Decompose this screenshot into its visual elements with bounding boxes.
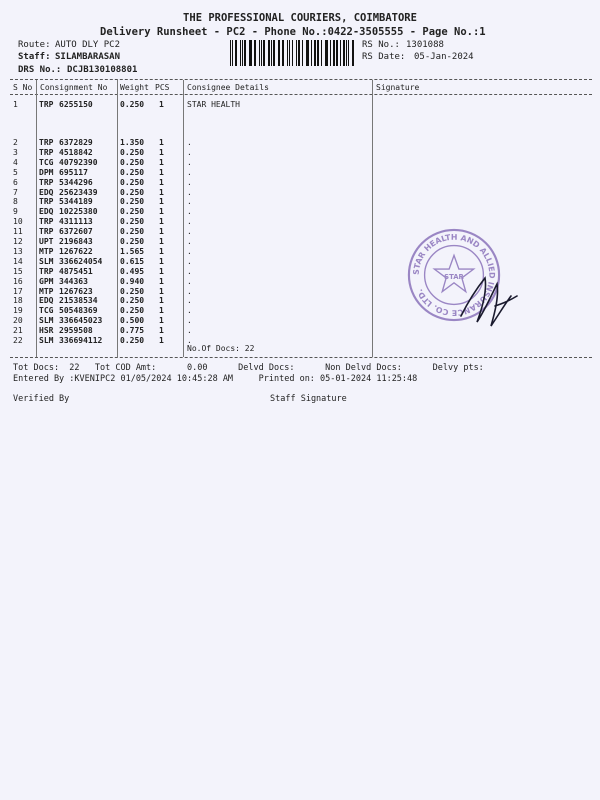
barcode-bar	[249, 40, 250, 66]
row-consignment-code: TRP	[39, 197, 54, 207]
row-pcs: 1	[159, 306, 164, 316]
row-sno: 11	[13, 227, 23, 237]
barcode-bar	[325, 40, 326, 66]
row-consignment-code: TRP	[39, 227, 54, 237]
row-sno: 5	[13, 167, 18, 177]
row-weight: 0.250	[120, 167, 145, 177]
row-sno: 19	[13, 306, 23, 316]
staff-value: SILAMBARASAN	[55, 52, 121, 62]
row-consignee: .	[187, 197, 192, 207]
row-sno: 10	[13, 217, 23, 227]
row-consignee: .	[187, 167, 192, 177]
route-label: Route:	[18, 40, 51, 50]
barcode-bar	[314, 40, 315, 66]
row-pcs: 1	[159, 227, 164, 237]
drs-label: DRS No.:	[18, 65, 62, 75]
table-row	[0, 197, 600, 207]
row-pcs: 1	[159, 157, 164, 167]
barcode-bar	[296, 40, 297, 66]
row-consignment-code: UPT	[39, 237, 54, 246]
row-consignment-number: 6372607	[59, 227, 93, 237]
row-consignment-number: 25623439	[59, 187, 98, 197]
barcode-bar	[348, 40, 349, 66]
route-value: AUTO DLY PC2	[55, 40, 121, 50]
row-weight: 0.250	[120, 100, 145, 109]
row-consignment-number: 6255150	[59, 100, 93, 109]
row-pcs: 1	[159, 100, 164, 109]
row-sno: 15	[13, 266, 23, 276]
row-pcs: 1	[159, 217, 164, 227]
row-consignee: .	[187, 276, 192, 286]
row-sno: 8	[13, 197, 18, 207]
staff-signature-label: Staff Signature	[270, 394, 347, 404]
barcode-bar	[259, 40, 260, 66]
table-top-rule	[10, 79, 592, 80]
row-consignment-number: 2196843	[59, 237, 93, 246]
row-consignment-number: 5344189	[59, 197, 93, 207]
row-weight: 0.250	[120, 197, 145, 207]
barcode-bar	[271, 40, 272, 66]
row-weight: 0.250	[120, 177, 145, 187]
row-consignment-number: 336624054	[59, 256, 103, 266]
table-bottom-rule	[10, 357, 592, 358]
row-weight: 0.250	[120, 187, 145, 197]
row-pcs: 1	[159, 177, 164, 187]
col-header-weight: Weight	[120, 83, 149, 92]
row-consignment-number: 336694112	[59, 336, 103, 345]
barcode-bar	[352, 40, 354, 66]
barcode-bar	[330, 40, 331, 66]
rs-no-label: RS No.:	[362, 40, 400, 50]
row-consignee: .	[187, 336, 192, 345]
row-consignment-code: GPM	[39, 276, 54, 286]
barcode-bar	[279, 40, 280, 66]
table-header-rule	[10, 94, 592, 95]
col-header-sno: S No	[13, 83, 33, 92]
row-consignment-code: TRP	[39, 138, 54, 147]
row-consignment-code: TCG	[39, 157, 54, 167]
row-consignment-number: 2959508	[59, 326, 93, 336]
row-consignment-number: 1267623	[59, 286, 93, 296]
row-weight: 0.495	[120, 266, 145, 276]
company-title: THE PROFESSIONAL COURIERS, COIMBATORE	[183, 12, 417, 24]
row-consignment-code: HSR	[39, 326, 54, 336]
row-consignment-code: DPM	[39, 167, 54, 177]
row-consignment-number: 1267622	[59, 246, 93, 256]
row-pcs: 1	[159, 197, 164, 207]
no-of-docs: No.Of Docs: 22	[187, 344, 255, 353]
barcode-bar	[254, 40, 255, 66]
staff-label: Staff:	[18, 52, 51, 62]
row-consignment-code: SLM	[39, 336, 54, 345]
row-consignee: .	[187, 286, 192, 296]
rs-date-label: RS Date:	[362, 52, 406, 62]
row-consignee: .	[187, 147, 192, 157]
row-sno: 4	[13, 157, 18, 167]
row-consignment-number: 4518842	[59, 147, 93, 157]
row-consignee: .	[187, 207, 192, 217]
row-sno: 7	[13, 187, 18, 197]
row-sno: 3	[13, 147, 18, 157]
row-consignee: .	[187, 138, 192, 147]
table-row	[0, 247, 600, 257]
barcode-bar	[317, 40, 319, 66]
barcode-bar	[263, 40, 264, 66]
row-consignment-code: TRP	[39, 177, 54, 187]
row-consignee: .	[187, 227, 192, 237]
barcode-bar	[311, 40, 312, 66]
row-weight: 0.500	[120, 316, 145, 326]
row-consignment-number: 4875451	[59, 266, 93, 276]
table-row	[0, 168, 600, 178]
row-pcs: 1	[159, 167, 164, 177]
row-sno: 13	[13, 246, 23, 256]
row-consignment-number: 695117	[59, 167, 88, 177]
row-weight: 0.250	[120, 336, 145, 345]
barcode-bar	[261, 40, 262, 66]
row-weight: 0.250	[120, 306, 145, 316]
row-consignment-code: TRP	[39, 266, 54, 276]
barcode-bar	[321, 40, 322, 66]
row-weight: 0.250	[120, 157, 145, 167]
row-consignment-number: 4311113	[59, 217, 93, 227]
row-consignee: .	[187, 326, 192, 336]
row-consignment-code: TCG	[39, 306, 54, 316]
row-pcs: 1	[159, 246, 164, 256]
barcode-bar	[282, 40, 284, 66]
table-row	[0, 148, 600, 158]
col-header-signature: Signature	[376, 83, 420, 92]
barcode-bar	[250, 40, 252, 66]
row-pcs: 1	[159, 266, 164, 276]
row-pcs: 1	[159, 187, 164, 197]
runsheet-subtitle: Delivery Runsheet - PC2 - Phone No.:0422-3505555 - Page No.:1	[100, 26, 486, 38]
row-consignment-number: 10225380	[59, 207, 98, 217]
barcode-bar	[278, 40, 279, 66]
row-consignee: STAR HEALTH	[187, 100, 240, 109]
row-sno: 6	[13, 177, 18, 187]
row-consignment-code: TRP	[39, 217, 54, 227]
row-consignment-number: 344363	[59, 276, 88, 286]
handwritten-signature	[455, 266, 525, 336]
row-consignee: .	[187, 237, 192, 246]
row-pcs: 1	[159, 276, 164, 286]
row-weight: 0.250	[120, 296, 145, 306]
row-weight: 0.250	[120, 147, 145, 157]
row-consignee: .	[187, 187, 192, 197]
barcode-bar	[242, 40, 243, 66]
table-row	[0, 100, 600, 110]
row-sno: 17	[13, 286, 23, 296]
row-consignment-number: 5344296	[59, 177, 93, 187]
table-row	[0, 158, 600, 168]
barcode-bar	[343, 40, 344, 66]
row-sno: 2	[13, 138, 18, 147]
row-weight: 1.565	[120, 246, 145, 256]
row-consignee: .	[187, 316, 192, 326]
rs-date-value: 05-Jan-2024	[414, 52, 474, 62]
row-consignment-code: MTP	[39, 286, 54, 296]
row-consignment-code: TRP	[39, 100, 54, 109]
col-header-consignment: Consignment No	[40, 83, 108, 92]
row-sno: 21	[13, 326, 23, 336]
barcode-bar	[244, 40, 245, 66]
row-consignee: .	[187, 177, 192, 187]
entered-by-line: Entered By :KVENIPC2 01/05/2024 10:45:28 AM Printed on: 05-01-2024 11:25:48	[13, 374, 418, 384]
table-row	[0, 178, 600, 188]
verified-by: Verified By	[13, 394, 70, 404]
row-sno: 18	[13, 296, 23, 306]
row-weight: 0.250	[120, 217, 145, 227]
row-pcs: 1	[159, 336, 164, 345]
row-consignment-number: 6372829	[59, 138, 93, 147]
row-consignment-number: 40792390	[59, 157, 98, 167]
table-row	[0, 217, 600, 227]
table-row	[0, 188, 600, 198]
barcode-bar	[326, 40, 327, 66]
row-consignee: .	[187, 296, 192, 306]
row-sno: 14	[13, 256, 23, 266]
barcode-bar	[302, 40, 303, 66]
row-consignment-code: TRP	[39, 147, 54, 157]
row-pcs: 1	[159, 296, 164, 306]
row-consignment-code: EDQ	[39, 187, 54, 197]
stamp-ring-text: STAR HEALTH AND ALLIED INSURANCE CO. LTD.	[411, 232, 497, 318]
table-row	[0, 336, 600, 346]
barcode-bar	[240, 40, 241, 66]
row-consignment-number: 21538534	[59, 296, 98, 306]
row-sno: 22	[13, 336, 23, 345]
rs-no-value: 1301088	[406, 40, 444, 50]
row-pcs: 1	[159, 147, 164, 157]
row-pcs: 1	[159, 256, 164, 266]
row-consignment-code: EDQ	[39, 296, 54, 306]
barcode-bar	[346, 40, 347, 66]
col-header-pcs: PCS	[155, 83, 170, 92]
row-consignment-code: EDQ	[39, 207, 54, 217]
row-pcs: 1	[159, 326, 164, 336]
barcode-bar	[287, 40, 288, 66]
barcode-bar	[232, 40, 233, 66]
row-weight: 0.250	[120, 286, 145, 296]
row-sno: 12	[13, 237, 23, 246]
row-consignee: .	[187, 256, 192, 266]
barcode-bar	[273, 40, 274, 66]
barcode-bar	[298, 40, 300, 66]
row-pcs: 1	[159, 138, 164, 147]
barcode-bar	[306, 40, 307, 66]
barcode-bar	[235, 40, 237, 66]
row-consignee: .	[187, 157, 192, 167]
row-consignment-code: MTP	[39, 246, 54, 256]
barcode-bar	[340, 40, 341, 66]
table-row	[0, 237, 600, 247]
barcode-bar	[333, 40, 335, 66]
totals-line: Tot Docs: 22 Tot COD Amt: 0.00 Delvd Docs: Non Delvd Docs: Delvy pts:	[13, 363, 484, 373]
barcode-bar	[230, 40, 231, 66]
row-weight: 0.250	[120, 237, 145, 246]
row-sno: 1	[13, 100, 18, 109]
row-pcs: 1	[159, 316, 164, 326]
row-consignee: .	[187, 306, 192, 316]
barcode-bar	[292, 40, 293, 66]
row-weight: 1.350	[120, 138, 145, 147]
row-weight: 0.615	[120, 256, 145, 266]
drs-value: DCJB130108801	[67, 65, 138, 75]
row-consignment-code: SLM	[39, 316, 54, 326]
row-consignee: .	[187, 266, 192, 276]
barcode-bar	[268, 40, 270, 66]
col-header-consignee: Consignee Details	[187, 83, 269, 92]
barcode-bar	[289, 40, 290, 66]
row-consignment-number: 336645023	[59, 316, 103, 326]
row-weight: 0.250	[120, 227, 145, 237]
barcode-bar	[336, 40, 337, 66]
row-weight: 0.775	[120, 326, 145, 336]
row-pcs: 1	[159, 286, 164, 296]
row-pcs: 1	[159, 237, 164, 246]
table-row	[0, 207, 600, 217]
row-sno: 20	[13, 316, 23, 326]
row-weight: 0.940	[120, 276, 145, 286]
row-weight: 0.250	[120, 207, 145, 217]
row-consignment-number: 50548369	[59, 306, 98, 316]
table-row	[0, 227, 600, 237]
row-sno: 16	[13, 276, 23, 286]
row-consignment-code: SLM	[39, 256, 54, 266]
row-consignee: .	[187, 246, 192, 256]
stamp-center-text: STAR	[444, 272, 464, 281]
barcode-bar	[307, 40, 308, 66]
barcode	[230, 40, 355, 66]
table-row	[0, 138, 600, 148]
row-sno: 9	[13, 207, 18, 217]
row-consignee: .	[187, 217, 192, 227]
row-pcs: 1	[159, 207, 164, 217]
